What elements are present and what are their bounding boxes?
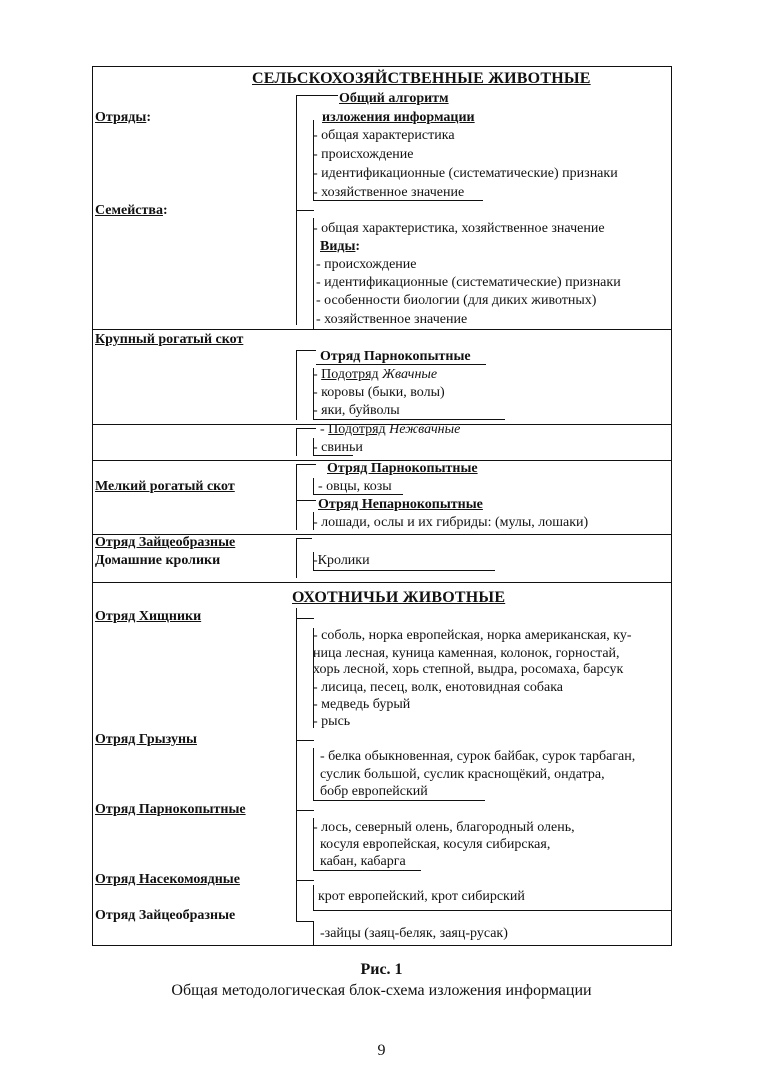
cattle-item: - яки, буйволы <box>313 403 400 418</box>
artiodactyla-title-small-cattle: Отряд Парнокопытные <box>327 461 478 476</box>
algorithm-title-line1: Общий алгоритм <box>339 91 449 106</box>
farm-animals-title: СЕЛЬСКОХОЗЯЙСТВЕННЫЕ ЖИВОТНЫЕ <box>252 70 591 87</box>
orders-label: Отряды: <box>95 110 151 125</box>
figure-label: Рис. 1 <box>360 961 403 978</box>
bracket-line <box>313 478 314 494</box>
carnivora-label: Отряд Хищники <box>95 609 202 624</box>
bracket-line <box>296 464 297 530</box>
bracket-tick <box>296 500 316 501</box>
table-left-border <box>92 66 93 945</box>
bracket-line <box>296 428 297 456</box>
rodents-item: бобр европейский <box>320 784 428 799</box>
carnivora-item: ница лесная, куница каменная, колонок, горностай, <box>313 646 620 661</box>
table-right-border <box>671 66 672 945</box>
game-bracket-main-line <box>296 608 297 922</box>
bracket-tick <box>296 95 338 96</box>
bracket-tick <box>296 428 316 429</box>
species-item: - особенности биологии (для диких животных) <box>316 293 597 308</box>
species-label: Виды: <box>320 239 361 254</box>
bracket-tick <box>296 618 314 619</box>
algorithm-title-line2: изложения информации <box>322 110 475 125</box>
pigs-item: - свиньи <box>313 440 363 455</box>
bracket-tick <box>296 210 314 211</box>
carnivora-item: - лисица, песец, волк, енотовидная собака <box>313 680 563 695</box>
order-item: - хозяйственное значение <box>313 185 465 200</box>
rabbits-item: -Кролики <box>313 553 370 568</box>
carnivora-item: - соболь, норка европейская, норка американская, ку- <box>313 628 632 643</box>
rodents-label: Отряд Грызуны <box>95 732 197 747</box>
artiodactyla-item: косуля европейская, косуля сибирская, <box>320 837 551 852</box>
bracket-line <box>313 921 314 945</box>
carnivora-item: - рысь <box>313 714 351 729</box>
species-item: - идентификационные (систематические) признаки <box>316 275 621 290</box>
small-cattle-label: Мелкий рогатый скот <box>95 479 235 494</box>
rodents-item: - белка обыкновенная, сурок байбак, сурок тарбаган, <box>320 749 636 764</box>
bracket-tick <box>296 350 316 351</box>
underline <box>313 419 505 420</box>
bracket-tick <box>296 880 314 881</box>
ruminants-suborder: - Подотряд Жвачные <box>313 367 438 382</box>
species-item: - хозяйственное значение <box>316 312 468 327</box>
family-item: - общая характеристика, хозяйственное значение <box>313 221 605 236</box>
bracket-line <box>296 538 297 578</box>
carnivora-item: - медведь бурый <box>313 697 411 712</box>
game-animals-title: ОХОТНИЧЬИ ЖИВОТНЫЕ <box>292 589 506 606</box>
artiodactyla-item: кабан, кабарга <box>320 854 406 869</box>
underline <box>313 570 495 571</box>
game-artiodactyla-label: Отряд Парнокопытные <box>95 802 246 817</box>
order-item: - происхождение <box>313 147 414 162</box>
section-divider <box>92 329 672 330</box>
section-divider <box>92 582 672 583</box>
game-lagomorpha-label: Отряд Зайцеобразные <box>95 908 236 923</box>
cattle-item: - коровы (быки, волы) <box>313 385 445 400</box>
insectivora-item: крот европейский, крот сибирский <box>318 889 525 904</box>
insectivora-label: Отряд Насекомоядные <box>95 872 240 887</box>
bracket-tick <box>296 464 316 465</box>
figure-caption: Общая методологическая блок-схема изложения информации <box>171 982 592 999</box>
cattle-label: Крупный рогатый скот <box>95 332 244 347</box>
page-number: 9 <box>377 1042 386 1059</box>
sheep-goats-item: - овцы, козы <box>318 479 392 494</box>
bracket-line <box>313 885 314 910</box>
underline <box>313 870 421 871</box>
lagomorpha-label: Отряд Зайцеобразные <box>95 535 236 550</box>
order-item: - идентификационные (систематические) признаки <box>313 166 618 181</box>
rodents-item: суслик большой, суслик краснощёкий, ондатра, <box>320 767 605 782</box>
artiodactyla-item: - лось, северный олень, благородный олень, <box>313 820 575 835</box>
artiodactyla-title: Отряд Парнокопытные <box>320 349 471 364</box>
lagomorpha-item: -зайцы (заяц-беляк, заяц-русак) <box>320 926 508 941</box>
families-label: Семейства: <box>95 203 168 218</box>
species-item: - происхождение <box>316 257 417 272</box>
order-item: - общая характеристика <box>313 128 455 143</box>
table-bottom-border <box>92 945 672 946</box>
underline <box>313 910 671 911</box>
bracket-line <box>296 350 297 420</box>
underline <box>313 800 485 801</box>
bracket-tick <box>296 538 312 539</box>
table-top-border <box>92 66 672 67</box>
bracket-tick <box>296 810 314 811</box>
carnivora-item: хорь лесной, хорь степной, выдра, росомаха, барсук <box>313 662 624 677</box>
bracket-tick <box>296 921 314 922</box>
perissodactyla-title: Отряд Непарнокопытные <box>318 497 483 512</box>
nonruminants-suborder: - Подотряд Нежвачные <box>320 422 461 437</box>
horses-item: - лошади, ослы и их гибриды: (мулы, лошаки) <box>313 515 589 530</box>
bracket-tick <box>296 740 314 741</box>
bracket-line <box>313 748 314 800</box>
domestic-rabbits-label: Домашние кролики <box>95 553 221 568</box>
